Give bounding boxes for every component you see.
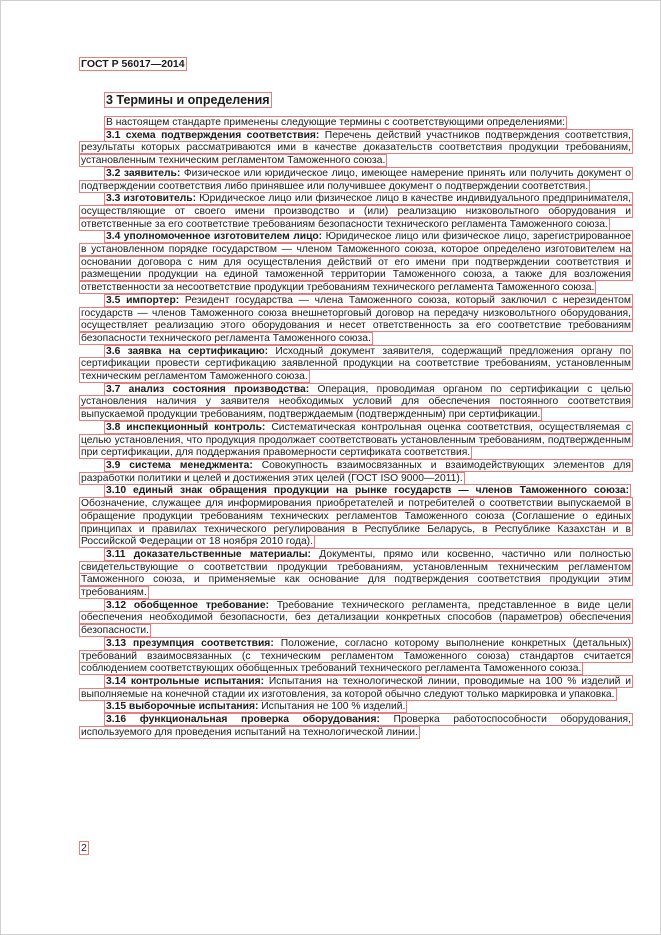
term-paragraph (79, 714, 633, 739)
term-name: 3.14 контрольные испытания: (106, 675, 265, 687)
line-annotation-box (79, 713, 633, 739)
term-paragraph (79, 676, 633, 701)
line-annotation-box (79, 345, 633, 383)
term-definition: Резидент государства — члена Таможенного союза, который заключил с нерезидентом государств — членов Таможенного союза внешнеторговый договор на передачу низковольтного оборудования, осуществляет реализацию этого оборудования и несет ответственность за его соответствие требованиям безопасности технического регламента Таможенного союза. (81, 294, 631, 344)
term-name: 3.2 заявитель: (106, 167, 181, 179)
term-name: 3.6 заявка на сертификацию: (106, 345, 269, 357)
line-annotation-box (79, 637, 633, 675)
term-definition: Документы, прямо или косвенно, частично или полностью свидетельствующие о соответствии продукции требованиям, установленным техническим регламентом Таможенного союза, и применяемые как основание для подтверждения соответствия продукции этим требованиям. (81, 548, 631, 599)
term-paragraph (79, 231, 633, 295)
page-number-annotation-box: 2 (81, 842, 87, 854)
term-definition: Физическое или юридическое лицо, имеющее намерение принять или получить документ о подтверждении соответствия либо принявшее или получившее документ о подтверждении соответствия. (81, 167, 631, 192)
term-definition: Обозначение, служащее для информирования приобретателей и потребителей о соответствии выпускаемой в обращение продукции требованиям технических регламентов Таможенного союза (Соглашение о единых принципах и правилах технического регулирования в Республике Беларусь, в Республике Казахстан и в Российской Федерации от 18 ноября 2010 года). (81, 498, 631, 548)
term-definition: Совокупность взаимосвязанных и взаимодействующих элементов для разработки политики и целей и достижения этих целей (ГОСТ ISO 9000—2011). (81, 459, 631, 484)
term-definition: Юридическое лицо или физическое лицо, зарегистрированное в установленном порядке государством — членом Таможенного союза, которое определено изготовителем на основании договора с ним для осуществления действий от его имени при подтверждении соответствия и размещении продукции на единой таможенной территории Таможенного союза, а также для возложения ответственности за несоответствие продукции требованиям технического регламента Таможенного союза. (81, 231, 631, 294)
term-paragraph (79, 193, 633, 231)
term-name: 3.1 схема подтверждения соответствия: (106, 129, 320, 141)
section-title (79, 93, 633, 108)
page-content (79, 58, 633, 739)
term-name: 3.4 уполномоченное изготовителем лицо: (106, 231, 323, 243)
term-definition: Перечень действий участников подтверждения соответствия, результаты которых рассматриваются ими в качестве доказательств соответствия продукции требованиям, установленным техническим регламентом Таможенного союза. (81, 129, 631, 167)
line-annotation-box (79, 421, 633, 459)
line-annotation-box (104, 700, 407, 713)
term-name: 3.8 инспекционный контроль: (106, 421, 266, 433)
line-annotation-box (79, 167, 633, 193)
line-annotation-box (79, 230, 633, 294)
line-annotation-box (79, 129, 633, 167)
term-definition: Операция, проводимая органом по сертификации с целью установления наличия у заявителя необходимых условий для обеспечения постоянного соответствия выпускаемой продукции требованиям, подтверждаемым (подтвержденным) при сертификации. (81, 383, 631, 421)
term-name: 3.15 выборочные испытания: (106, 701, 259, 713)
term-definition: Требование технического регламента, представленное в виде цели обеспечения необходимой безопасности, без детализации конкретных способов (параметров) обеспечения безопасности. (81, 599, 631, 637)
term-definition: Систематическая контрольная оценка соответствия, осуществляемая с целью установления, что продукция продолжает соответствовать установленным требованиям, подтвержденным при сертификации, для поддержания правомерности сертификата соответствия. (81, 421, 631, 459)
intro-paragraph (79, 117, 633, 130)
line-annotation-box: В настоящем стандарте применены следующие термины с соответствующими определениями: (106, 117, 566, 128)
page-number (79, 842, 89, 855)
term-name: 3.9 система менеджмента: (106, 459, 253, 471)
term-name: 3.5 импортер: (106, 294, 180, 306)
term-definition: Исходный документ заявителя, содержащий предложения органу по сертификации провести сертификацию заявленной продукции на соответствие требованиям, установленным техническим регламентом Таможенного союза. (81, 345, 631, 383)
term-paragraph (79, 384, 633, 422)
term-paragraph (79, 168, 633, 193)
term-paragraph (79, 130, 633, 168)
term-name: 3.12 обобщенное требование: (106, 599, 270, 611)
title-annotation-box: 3 Термины и определения (106, 93, 270, 107)
line-annotation-box (79, 548, 633, 599)
term-name: 3.11 доказательственные материалы: (106, 548, 311, 560)
term-name: 3.7 анализ состояния производства: (106, 383, 310, 395)
term-definition: Испытания не 100 % изделий. (261, 701, 406, 713)
line-annotation-box (79, 459, 633, 485)
term-paragraph (79, 600, 633, 638)
term-definition: Испытания на технологической линии, проводимые на 100 % изделий и выполняемые на конечной стадии их изготовления, за которой обычно следуют только маркировка и упаковка. (81, 675, 631, 700)
line-annotation-box (79, 383, 633, 421)
term-paragraph (79, 549, 633, 600)
term-paragraph (79, 422, 633, 460)
term-name: 3.10 единый знак обращения продукции на рынке государств — членов Таможенного союза: (106, 485, 629, 497)
term-paragraph (79, 485, 633, 549)
running-header (79, 58, 633, 71)
term-name: 3.13 презумпция соответствия: (106, 637, 274, 649)
term-paragraph (79, 346, 633, 384)
term-paragraph (79, 460, 633, 485)
line-annotation-box (79, 192, 633, 230)
line-annotation-box (79, 599, 633, 637)
term-definition: Положение, согласно которому выполнение конкретных (детальных) требований взаимосвязанных (с техническим регламентом Таможенного союза) стандартов считается соблюдением соответствующих обобщенных требований технического регламента Таможенного союза. (81, 637, 631, 675)
term-definition: Юридическое лицо или физическое лицо в качестве индивидуального предпринимателя, осуществляющие от своего имени производство и (или) реализацию низковольтного оборудования и ответственные за его соответствие требованиям безопасности технического регламента Таможенного союза. (81, 193, 631, 230)
term-paragraph (79, 295, 633, 346)
term-name: 3.16 функциональная проверка оборудования: (106, 714, 380, 726)
line-annotation-box (79, 484, 633, 548)
term-paragraph (79, 638, 633, 676)
term-definition: Проверка работоспособности оборудования, используемого для проведения испытаний на технологической линии. (81, 714, 631, 738)
header-annotation-box: ГОСТ Р 56017—2014 (81, 58, 185, 70)
line-annotation-box (79, 675, 633, 701)
line-annotation-box (79, 294, 633, 345)
term-name: 3.3 изготовитель: (106, 193, 197, 205)
